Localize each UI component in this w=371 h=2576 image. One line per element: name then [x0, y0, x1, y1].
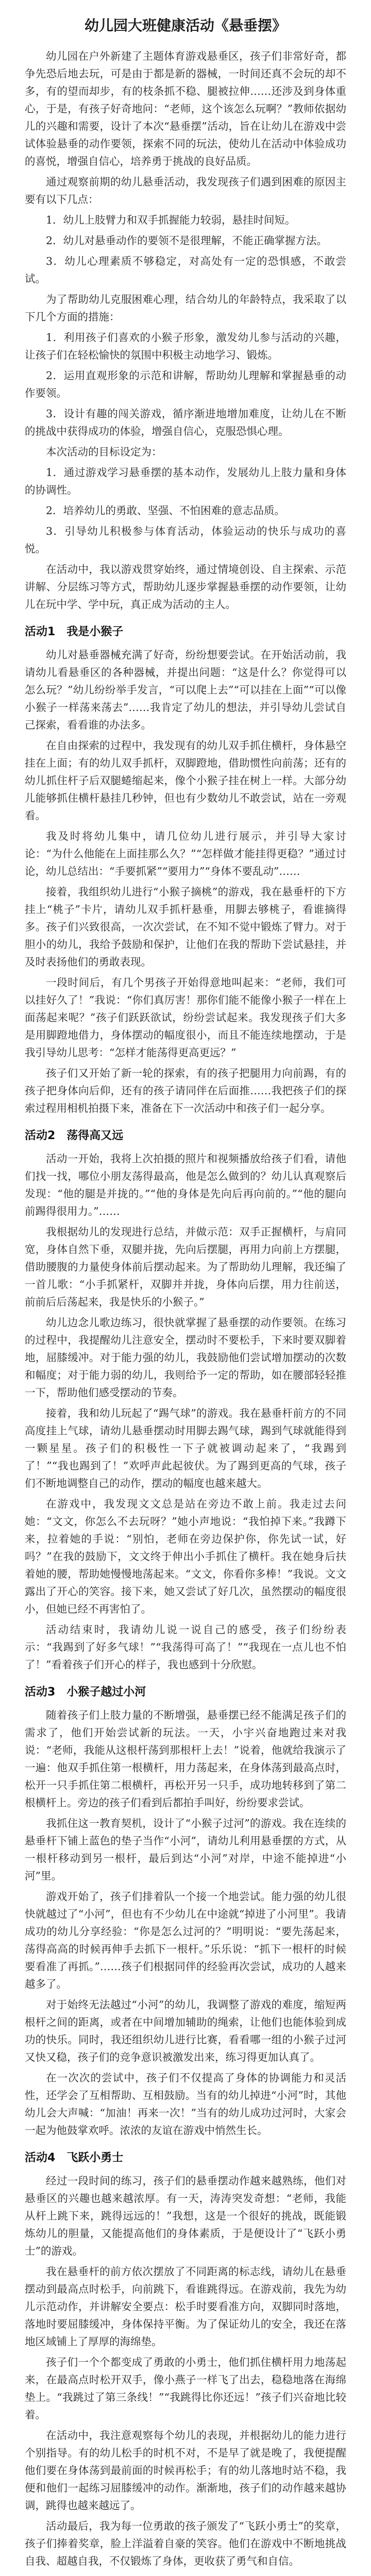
- paragraph: 接着，我组织幼儿进行“小猴子摘桃”的游戏，我在悬垂杆的下方挂上“桃子”卡片，请幼儿双手抓杆悬垂，用脚去够桃子，看谁摘得多。孩子们兴致很高，一次次尝试，在不知不觉中锻炼了臂力。对于胆小的幼儿，我给予鼓励和保护，让他们在我的帮助下尝试悬挂，并及时表扬他们的勇敢表现。: [25, 886, 346, 968]
- paragraph: 孩子们一个个都变成了勇敢的小勇士，他们抓住横杆用力地荡起来，在最高点时松开双手，像小燕子一样飞了出去，稳稳地落在海绵垫上。“我跳过了第三条线！”“我跳得比你还远！”孩子们兴奋地比较着。: [25, 2356, 346, 2421]
- paragraph: 一段时间后，有几个男孩子开始得意地叫起来：“老师，我们可以挂好久了！”我说：“你们真厉害！那你们能不能像小猴子一样在上面荡起来呢？”孩子们跃跃欲试，纷纷尝试起来。我发现孩子们大多是用脚蹬地借力，身体摆动的幅度很小，而且不能连续地摆动，于是我引导幼儿思考：“怎样才能荡得更高更远？”: [25, 976, 346, 1059]
- article-body: [25, 47, 346, 2576]
- paragraph: 我及时将幼儿集中，请几位幼儿进行展示，并引导大家讨论：“为什么他能在上面挂那么久？”“怎样做才能挂得更稳？”通过讨论，幼儿总结出：“手要抓紧”“要用力”“身体不要乱动”……: [25, 830, 346, 877]
- paragraph: 3．引导幼儿积极参与体育活动，体验运动的快乐与成功的喜悦。: [25, 525, 346, 555]
- paragraph: 活动一开始，我将上次拍摄的照片和视频播放给孩子们看，请他们找一找，哪位小朋友荡得最高，他是怎么做到的？幼儿认真观察后发现：“他的腿是并拢的。”“他的身体是先向后再向前的。”“他的腿向前踢得很用力。”……: [25, 1153, 346, 1217]
- paragraph: 我根据幼儿的发现进行总结，并做示范：双手正握横杆，与肩同宽，身体自然下垂，双腿并拢，先向后摆腿，再用力向前上方摆腿，借助腰腹的力量使身体前后摆动起来。为了帮助幼儿理解，我还编了一首儿歌：“小手抓紧杆，双脚并并拢，身体向后摆，用力往前送，前前后后荡起来，我是快乐的小猴子。”: [25, 1226, 346, 1308]
- paragraph: 对于始终无法越过“小河”的幼儿，我调整了游戏的难度，缩短两根杆之间的距离，或者在中间增加辅助的绳索，让他们也能体验到成功的快乐。同时，我还组织幼儿进行比赛，看看哪一组的小猴子过河又快又稳，孩子们的竞争意识被激发出来，练习得更加认真了。: [25, 1998, 346, 2063]
- paragraph: 在自由探索的过程中，我发现有的幼儿双手抓住横杆，身体悬空挂在上面；有的幼儿双手抓杆，双脚蹬地，借助惯性向前荡；还有的幼儿抓住杆子后双腿蜷缩起来，像个小猴子挂在树上一样。大部分幼儿能够抓住横杆悬挂几秒钟，但也有少数幼儿不敢尝试，站在一旁观看。: [25, 739, 346, 822]
- paragraph: 1．利用孩子们喜欢的小猴子形象，激发幼儿参与活动的兴趣，让孩子们在轻松愉快的氛围中积极主动地学习、锻炼。: [25, 331, 346, 361]
- paragraph: 幼儿对悬垂器械充满了好奇，纷纷想要尝试。在开始活动前，我请幼儿看悬垂区的各种器械，并提出问题：“这是什么？你觉得可以怎么玩？”幼儿纷纷举手发言，“可以爬上去”“可以挂在上面”“可以像小猴子一样荡来荡去”……我肯定了幼儿的想法，并引导幼儿尝试自己探索，看看谁的办法多。: [25, 649, 346, 731]
- paragraph: 2．运用直观形象的示范和讲解，帮助幼儿理解和掌握悬垂的动作要领。: [25, 369, 346, 399]
- paragraph: 在游戏中，我发现文文总是站在旁边不敢上前。我走过去问她：“文文，你怎么不去玩呀？”她小声地说：“我怕掉下来。”我蹲下来，拉着她的手说：“别怕，老师在旁边保护你，你先试一试，好吗？”在我的鼓励下，文文终于伸出小手抓住了横杆。我在她身后扶着她的腰，帮助她慢慢地荡起来。“文文，你看你多棒！”我说。文文露出了开心的笑容。接下来，她又尝试了好几次，虽然摆动的幅度很小，但她已经不再害怕了。: [25, 1498, 346, 1615]
- section-heading: 活动3 小猴子越过小河: [25, 1686, 146, 1699]
- paragraph: 孩子们又开始了新一轮的探索，有的孩子把腿用力向前踢，有的孩子把身体向后仰，还有的孩子请同伴在后面推……我把孩子们的探索过程用相机拍摄下来，准备在下一次活动中和孩子们一起分享。: [25, 1067, 346, 1114]
- paragraph: 1．通过游戏学习悬垂摆的基本动作，发展幼儿上肢力量和身体的协调性。: [25, 466, 346, 496]
- paragraph: 在活动中，我以游戏贯穿始终，通过情境创设、自主探索、示范讲解、分层练习等方式，帮助幼儿逐步掌握悬垂摆的动作要领，让幼儿在玩中学、学中玩，真正成为活动的主人。: [25, 563, 346, 611]
- paragraph: 活动结束时，我请幼儿说一说自己的感受，孩子们纷纷表示：“我踢到了好多气球！”“我荡得可高了！”“我现在一点儿也不怕了！”看着孩子们开心的样子，我也感到十分欣慰。: [25, 1623, 346, 1671]
- paragraph: 我在悬垂杆的前方依次摆放了不同距离的标志线，请幼儿在悬垂摆动到最高点时松手，向前跳下，看谁跳得远。在游戏前，我先为幼儿示范动作，并讲解安全要点：松手时要看准方向，双脚同时落地，落地时要屈膝缓冲，身体保持平衡。为了保证幼儿的安全，我还在落地区域铺上了厚厚的海绵垫。: [25, 2265, 346, 2348]
- paragraph: 2．幼儿对悬垂动作的要领不是很理解，不能正确掌握方法。: [46, 234, 328, 247]
- paragraph: 3．设计有趣的闯关游戏，循序渐进地增加难度，让幼儿在不断的挑战中获得成功的体验，增强自信心，克服恐惧心理。: [25, 408, 346, 437]
- paragraph: 幼儿边念儿歌边练习，很快就掌握了悬垂摆的动作要领。在练习的过程中，我提醒幼儿注意安全，摆动时不要松手，下来时要双脚着地，屈膝缓冲。对于能力强的幼儿，我鼓励他们尝试增加摆动的次数和幅度；对于能力弱的幼儿，我则给予一定的帮助，如在腰部轻轻推一下，帮助他们感受摆动的节奏。: [25, 1316, 346, 1399]
- paragraph: 本次活动的目标设定为：: [46, 446, 162, 458]
- paragraph: 在一次次的尝试中，孩子们不仅提高了身体的协调能力和灵活性，还学会了互相帮助、互相鼓励。当有的幼儿掉进“小河”时，其他幼儿会大声喊：“加油！再来一次！”当有的幼儿成功过河时，大家会一起为他鼓掌欢呼。浓浓的友谊在游戏中悄然生长。: [25, 2072, 346, 2137]
- paragraph: 3．幼儿心理素质不够稳定，对高处有一定的恐惧感，不敢尝试。: [25, 255, 346, 285]
- section-heading: 活动4 飞跃小勇士: [25, 2151, 124, 2164]
- section-heading: 活动1 我是小猴子: [25, 625, 124, 638]
- paragraph: 幼儿园在户外新建了主题体育游戏悬垂区，孩子们非常好奇，都争先恐后地去玩，可是由于都是新的器械，一时间还真不会玩的却不多，有的望而却步，有的枝条抓不稳、腿被拉伸……还涉及到身体重心，于是，有孩子好奇地问：“老师，这个该怎么玩啊？”教师依据幼儿的兴趣和需要，设计了本次“悬垂摆”活动，旨在让幼儿在游戏中尝试体验悬垂的动作要领，探索不同的玩法，使幼儿在活动中体验成功的喜悦，增强自信心，培养勇于挑战的良好品质。: [25, 50, 346, 167]
- paragraph: 随着孩子们上肢力量的不断增强，悬垂摆已经不能满足孩子们的需求了，他们开始尝试新的玩法。一天，小宇兴奋地跑过来对我说：“老师，我能从这根杆荡到那根杆上去！”说着，他就给我演示了一遍：他双手抓住第一根横杆，用力荡起来，在身体荡到最高点时，松开一只手抓住第二根横杆，再松开另一只手，成功地转移到了第二根横杆上。旁边的孩子们看到后都拍手叫好，纷纷要求尝试。: [25, 1709, 346, 1809]
- article-title: 幼儿园大班健康活动《悬垂摆》: [84, 17, 286, 34]
- paragraph: [25, 2573, 346, 2576]
- paragraph: 活动最后，我为每一位勇敢的孩子颁发了“飞跃小勇士”的奖章，孩子们捧着奖章，脸上洋溢着自豪的笑容。他们在游戏中不断地挑战自我、超越自我，不仅锻炼了身体，更收获了勇气和自信。: [25, 2520, 346, 2567]
- paragraph: 为了帮助幼儿克服困难心理，结合幼儿的年龄特点，我采取了以下几个方面的措施：: [25, 293, 346, 323]
- paragraph: 2．培养幼儿的勇敢、坚强、不怕困难的意志品质。: [46, 504, 285, 517]
- paragraph: 通过观察前期的幼儿悬垂活动，我发现孩子们遇到困难的原因主要有以下几点：: [25, 176, 346, 206]
- paragraph: 游戏开始了，孩子们排着队一个接一个地尝试。能力强的幼儿很快就越过了“小河”，但也有不少幼儿在中途就“掉进了小河里”。我请成功的幼儿分享经验：“你是怎么过河的？”明明说：“要先荡起来，荡得高高的时候再伸手去抓下一根杆。”乐乐说：“抓下一根杆的时候要看准了再抓。”……孩子们根据同伴的经验再次尝试，成功的人越来越多了。: [25, 1890, 346, 1990]
- paragraph: 接着，我和幼儿玩起了“踢气球”的游戏。我在悬垂杆前方的不同高度挂上气球，请幼儿悬垂摆动时用脚去踢气球，踢到气球就能得到一颗星星。孩子们的积极性一下子就被调动起来了，“我踢到了！”“我也踢到了！”欢呼声此起彼伏。为了踢到更高的气球，孩子们不断地调整自己的动作，摆动的幅度也越来越大。: [25, 1407, 346, 1489]
- paragraph: 经过一段时间的练习，孩子们的悬垂摆动作越来越熟练，他们对悬垂区的兴趣也越来越浓厚。有一天，涛涛突发奇想：“老师，我能从杆上跳下来，跳得远远的！”我想，这是一个很好的挑战，既能锻炼幼儿的胆量，又能提高他们的身体素质，于是便设计了“飞跃小勇士”的游戏。: [25, 2175, 346, 2257]
- paragraph: 在活动中，我注意观察每个幼儿的表现，并根据幼儿的能力进行个别指导。有的幼儿松手的时机不对，不是早了就是晚了，我便提醒他们要在身体荡到最前面的时候再松手；有的幼儿落地时站不稳，我便和他们一起练习屈膝缓冲的动作。渐渐地，孩子们的动作越来越协调，跳得也越来越远了。: [25, 2429, 346, 2512]
- paragraph: 1．幼儿上肢臂力和双手抓握能力较弱，悬挂时间短。: [46, 214, 296, 226]
- paragraph: 我抓住这一教育契机，设计了“小猴子过河”的游戏。我在连续的悬垂杆下铺上蓝色的垫子当作“小河”，请幼儿利用悬垂摆的方式，从一根杆移动到另一根杆，最后到达“小河”对岸，中途不能掉进“小河”里。: [25, 1817, 346, 1882]
- section-heading: 活动2 荡得高又远: [25, 1129, 124, 1142]
